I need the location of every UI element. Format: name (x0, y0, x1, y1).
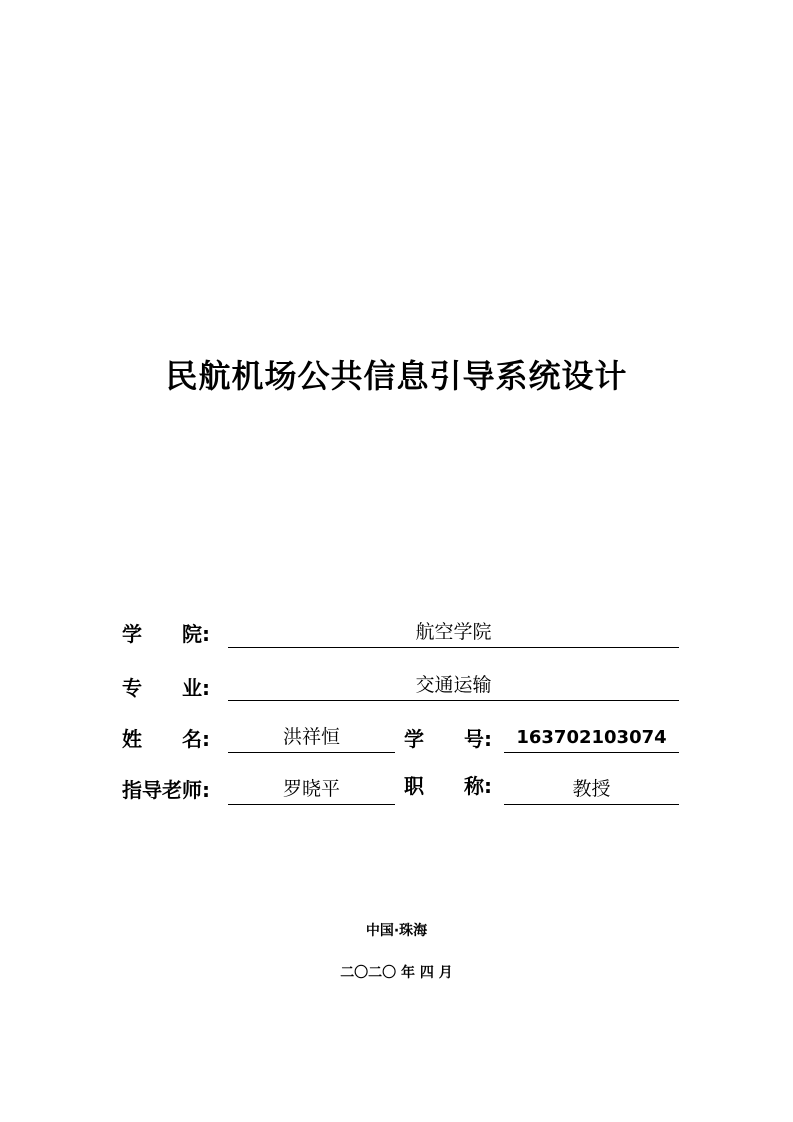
college-label: 学 院: (122, 622, 210, 646)
advisor-label: 指导老师: (122, 778, 210, 802)
student-id-label: 学 号: (404, 727, 492, 751)
college-field (228, 617, 679, 648)
document-title: 民航机场公共信息引导系统设计 (165, 357, 628, 395)
title-rank-field (504, 774, 679, 805)
student-id-value: 163702103074 (516, 727, 667, 748)
name-label: 姓 名: (122, 727, 210, 751)
name-value: 洪祥恒 (282, 726, 340, 748)
advisor-field (228, 774, 395, 805)
title-rank-label: 职 称: (404, 774, 492, 798)
title-rank-value: 教授 (572, 778, 611, 800)
name-field (228, 722, 395, 753)
footer-location: 中国·珠海 (365, 923, 428, 939)
footer-date: 二〇二〇 年 四 月 (340, 965, 453, 981)
college-value: 航空学院 (415, 621, 492, 643)
major-label: 专 业: (122, 676, 210, 700)
student-id-field (504, 722, 679, 753)
major-field (228, 670, 679, 701)
advisor-value: 罗晓平 (282, 778, 340, 800)
major-value: 交通运输 (415, 674, 492, 696)
